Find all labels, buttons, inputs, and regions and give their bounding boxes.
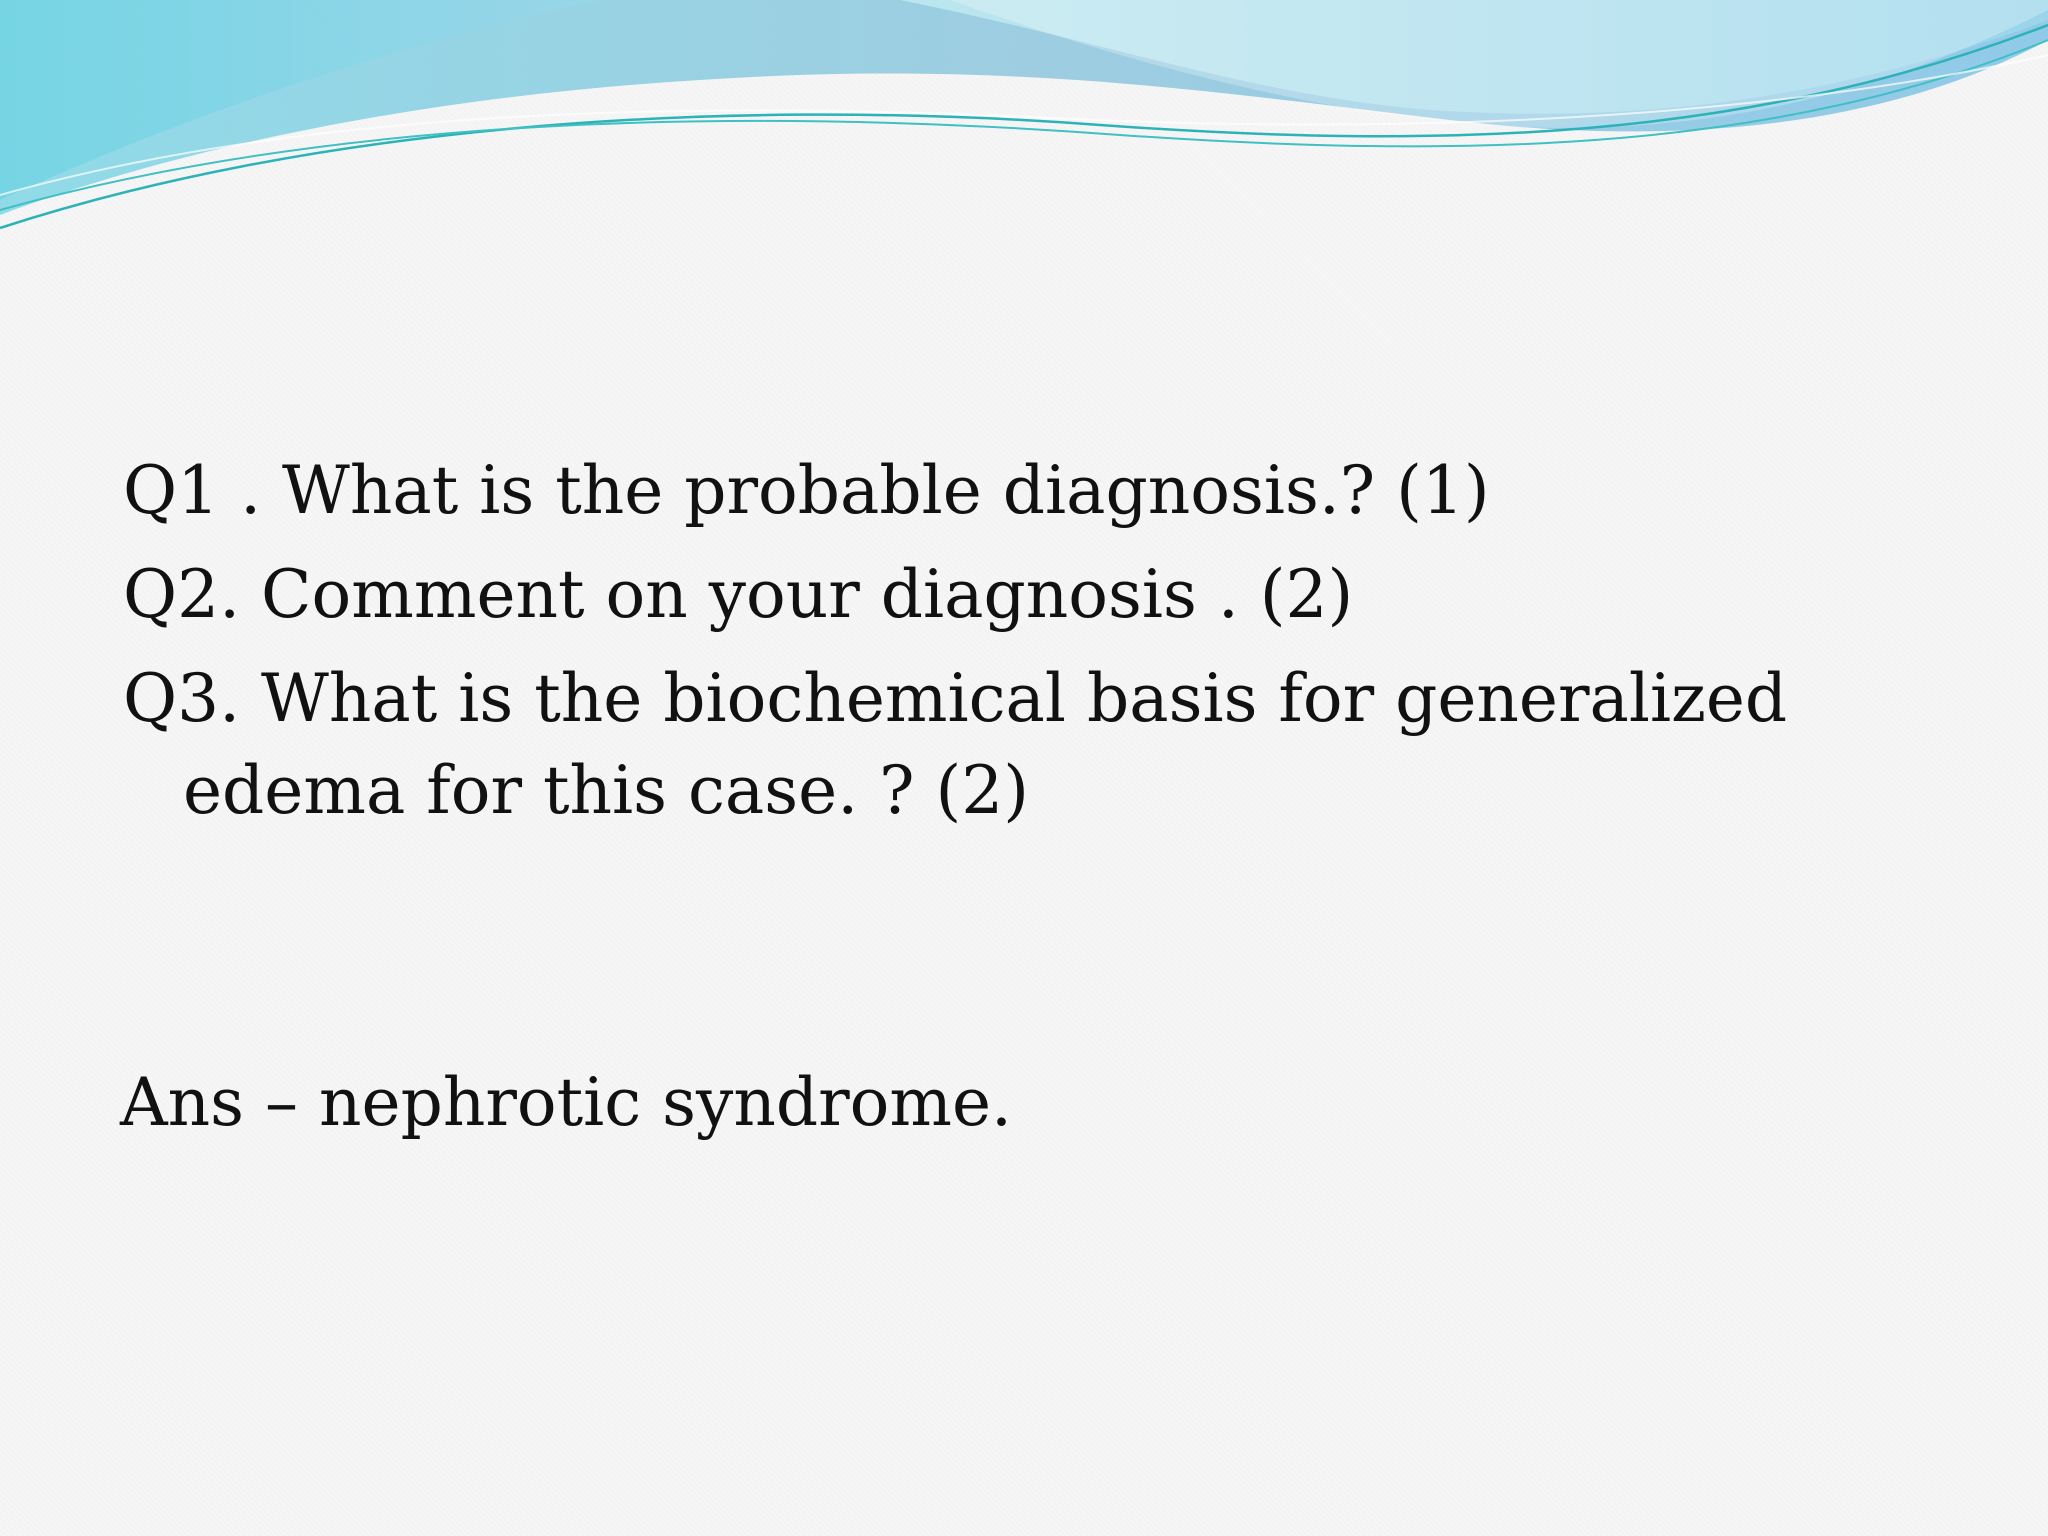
question-3-line-1: Q3. What is the biochemical basis for generalized [123, 660, 1788, 737]
question-1: Q1 . What is the probable diagnosis.? (1) [123, 452, 1490, 529]
question-3-line-2: edema for this case. ? (2) [183, 752, 1030, 829]
question-2: Q2. Comment on your diagnosis . (2) [123, 556, 1354, 633]
answer-text: Ans – nephrotic syndrome. [120, 1064, 1012, 1141]
